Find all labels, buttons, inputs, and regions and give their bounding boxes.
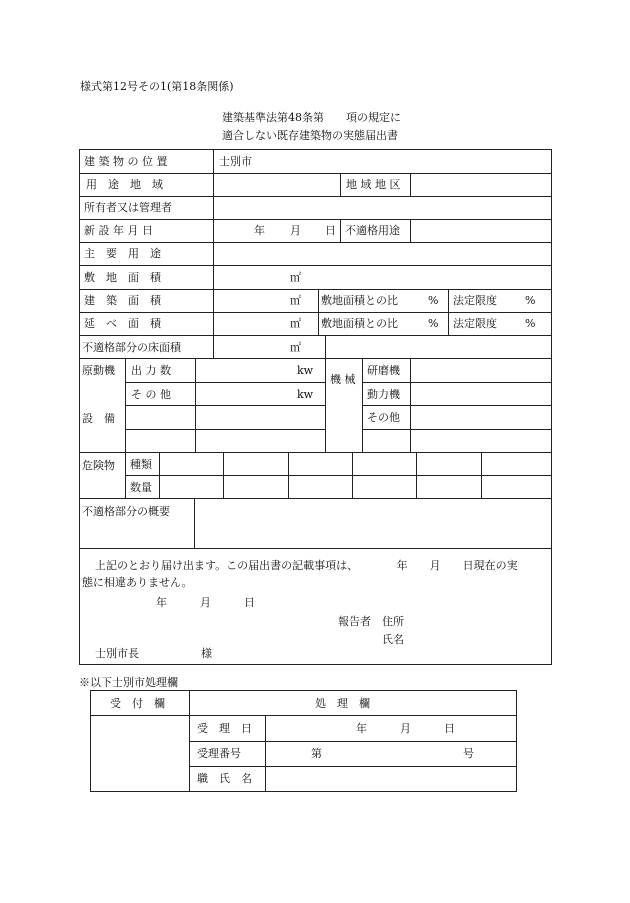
floor-ratio-percent: % <box>428 317 439 330</box>
building-legal-limit-label: 法定限度 <box>453 294 497 307</box>
hazard-label: 危険物 <box>82 459 115 472</box>
machine-other-label: その他 <box>367 411 400 424</box>
site-area-label: 敷 地 面 積 <box>84 271 161 284</box>
reporter-address-label: 報告者 住所 <box>338 615 404 628</box>
zone-district-label: 地 域 地 区 <box>346 178 401 191</box>
date-day: 日 <box>325 224 336 237</box>
hazard-quantity-label: 数量 <box>130 481 152 494</box>
processing-label: 処 理 欄 <box>315 697 370 710</box>
receipt-number-suffix: 号 <box>463 747 474 760</box>
location-label: 建 築 物 の 位 置 <box>84 155 168 168</box>
grinder-label: 研磨機 <box>367 364 400 377</box>
form-number: 様式第12号その1(第18条関係) <box>80 80 234 93</box>
overview-field[interactable] <box>195 499 551 547</box>
reception-label: 受 付 欄 <box>110 697 165 710</box>
other-kw: kw <box>297 388 314 401</box>
site-area-unit: ㎡ <box>290 271 301 284</box>
office-note: ※以下士別市処理欄 <box>79 676 178 689</box>
form-title-line2: 適合しない既存建築物の実態届出書 <box>222 129 398 142</box>
declaration-date: 年 月 日 <box>156 596 255 609</box>
output-label: 出 力 数 <box>131 364 171 377</box>
new-date-label: 新 設 年 月 日 <box>84 224 153 237</box>
nonconform-floor-label: 不適格部分の床面積 <box>82 341 181 354</box>
building-ratio-percent: % <box>428 294 439 307</box>
staff-label: 職 氏 名 <box>197 772 252 785</box>
use-zone-field[interactable] <box>214 174 339 195</box>
date-month: 月 <box>290 224 301 237</box>
equipment-label: 設 備 <box>82 412 115 425</box>
declaration-line2: 態に相違ありません。 <box>82 576 193 589</box>
receipt-number-label: 受理番号 <box>197 747 241 760</box>
nonconform-use-label: 不適格用途 <box>345 224 400 237</box>
nonconform-use-field[interactable] <box>411 220 551 241</box>
receipt-date-label: 受 理 日 <box>197 722 252 735</box>
floor-area-unit: ㎡ <box>290 317 301 330</box>
floor-legal-limit-percent: % <box>525 317 536 330</box>
power-label: 動力機 <box>367 388 400 401</box>
declaration-line1: 上記のとおり届け出ます。この届出書の記載事項は、 年 月 日現在の実 <box>95 559 518 572</box>
floor-legal-limit-label: 法定限度 <box>453 317 497 330</box>
mayor-label: 士別市長 <box>95 647 139 660</box>
nonconform-floor-unit: ㎡ <box>290 341 301 354</box>
main-use-label: 主 要 用 途 <box>84 247 161 260</box>
other-label: そ の 他 <box>131 388 171 401</box>
owner-field[interactable] <box>214 197 551 218</box>
receipt-number-prefix: 第 <box>311 747 322 760</box>
owner-label: 所有者又は管理者 <box>84 201 172 214</box>
motor-label: 原動機 <box>82 364 115 377</box>
use-zone-label: 用 途 地 域 <box>86 178 163 191</box>
machine-label: 機 械 <box>330 373 356 386</box>
building-ratio-label: 敷地面積との比 <box>321 294 398 307</box>
building-area-label: 建 築 面 積 <box>84 294 161 307</box>
floor-area-label: 延 べ 面 積 <box>84 317 161 330</box>
honorific-label: 様 <box>201 647 212 660</box>
hazard-kind-label: 種類 <box>130 458 152 471</box>
building-legal-limit-percent: % <box>525 294 536 307</box>
overview-label: 不適格部分の概要 <box>82 505 170 518</box>
receipt-date-value: 年 月 日 <box>356 722 455 735</box>
date-year: 年 <box>254 224 265 237</box>
location-value[interactable]: 士別市 <box>219 155 252 168</box>
zone-district-field[interactable] <box>411 174 551 195</box>
main-use-field[interactable] <box>214 243 551 264</box>
floor-ratio-label: 敷地面積との比 <box>321 317 398 330</box>
building-area-unit: ㎡ <box>290 294 301 307</box>
output-kw: kw <box>297 364 314 377</box>
reporter-name-label: 氏名 <box>382 633 404 646</box>
form-title-line1: 建築基準法第48条第 項の規定に <box>222 111 401 124</box>
